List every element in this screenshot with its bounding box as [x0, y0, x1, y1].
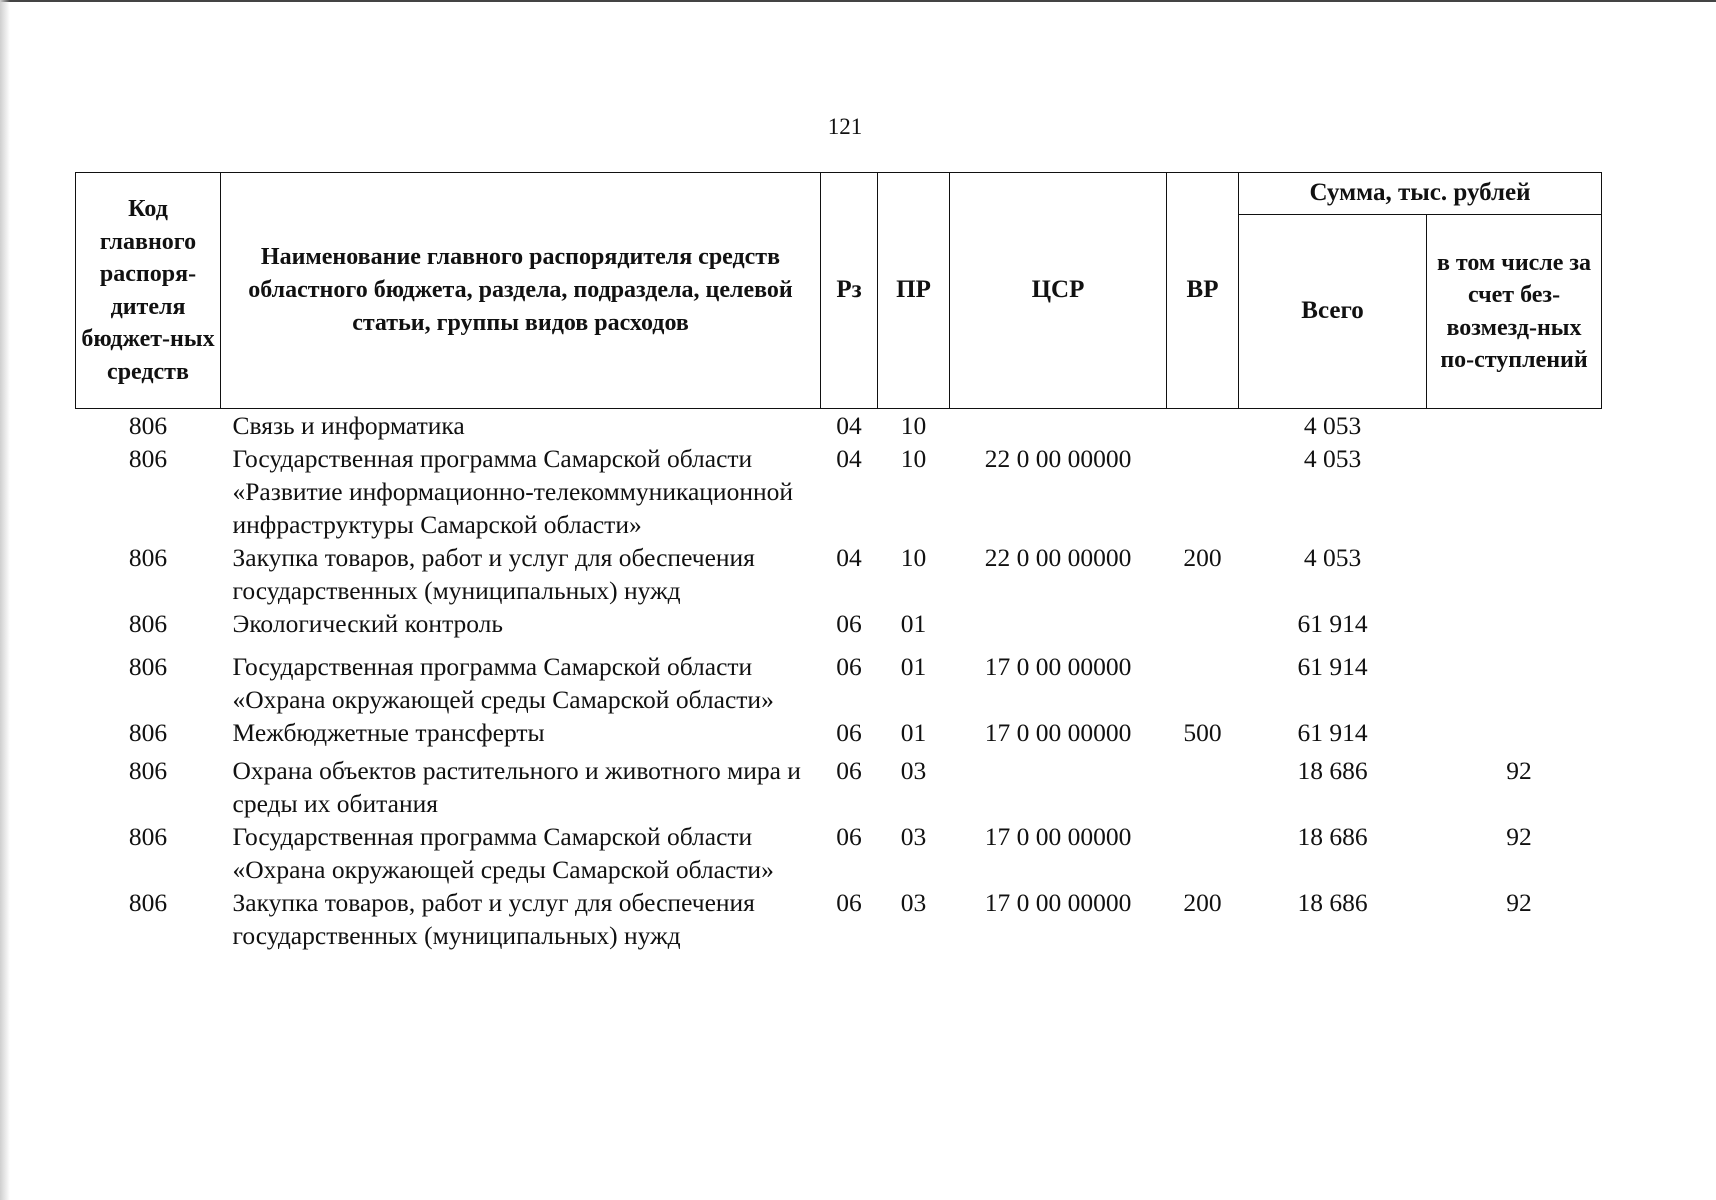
cell-name: Закупка товаров, работ и услуг для обеспечения государственных (муниципальных) нужд: [232, 888, 755, 950]
cell-code: 806: [128, 609, 168, 638]
table-header: [76, 173, 1602, 409]
cell-rz: 06: [836, 756, 862, 785]
cell-vr: 200: [1183, 888, 1222, 917]
cell-vr: [1167, 409, 1239, 443]
cell-including: 92: [1506, 756, 1532, 785]
cell-total: 61 914: [1297, 609, 1368, 638]
cell-csr: [950, 607, 1167, 640]
cell-name: Охрана объектов растительного и животного мира и среды их обитания: [232, 756, 801, 818]
cell-total: 61 914: [1297, 718, 1368, 747]
cell-including: 92: [1506, 888, 1532, 917]
cell-total: 18 686: [1297, 756, 1368, 785]
cell-code: 806: [128, 411, 168, 440]
cell-rz: 06: [836, 822, 862, 851]
table-row: [76, 820, 1602, 886]
cell-rz: 04: [836, 543, 862, 572]
cell-csr: 17 0 00 00000: [984, 888, 1132, 917]
cell-vr: [1167, 749, 1239, 820]
table-row: [76, 409, 1602, 443]
cell-pr: 01: [900, 718, 927, 747]
cell-rz: 06: [836, 609, 862, 638]
cell-csr: 22 0 00 00000: [984, 444, 1132, 473]
cell-rz: 06: [836, 888, 862, 917]
header-pr: ПР: [878, 173, 950, 409]
cell-rz: 04: [836, 444, 862, 473]
cell-code: 806: [128, 718, 168, 747]
cell-code: 806: [128, 822, 168, 851]
cell-including: [1427, 541, 1602, 607]
header-including: в том числе за счет без-возмезд-ных по-ступлений: [1427, 215, 1602, 409]
cell-total: 61 914: [1297, 652, 1368, 681]
cell-name: Связь и информатика: [232, 411, 465, 440]
table-row: [76, 607, 1602, 640]
cell-code: 806: [128, 543, 168, 572]
header-name: Наименование главного распорядителя средств областного бюджета, раздела, подраздела, целевой статьи, группы видов расходов: [221, 173, 821, 409]
cell-pr: 01: [900, 652, 927, 681]
header-csr: ЦСР: [950, 173, 1167, 409]
cell-rz: 04: [836, 411, 862, 440]
cell-total: 18 686: [1297, 822, 1368, 851]
cell-total: 18 686: [1297, 888, 1368, 917]
cell-vr: [1167, 442, 1239, 541]
cell-name: Закупка товаров, работ и услуг для обеспечения государственных (муниципальных) нужд: [232, 543, 755, 605]
cell-pr: 03: [900, 888, 927, 917]
cell-code: 806: [128, 888, 168, 917]
page-number: 121: [827, 114, 863, 139]
cell-pr: 10: [900, 543, 927, 572]
header-total: Всего: [1239, 215, 1427, 409]
cell-name: Экологический контроль: [232, 609, 504, 638]
cell-vr: [1167, 820, 1239, 886]
cell-pr: 03: [900, 756, 927, 785]
cell-name: Государственная программа Самарской области «Охрана окружающей среды Самарской области»: [232, 652, 774, 714]
cell-including: 92: [1506, 822, 1532, 851]
table-row: [76, 640, 1602, 716]
cell-including: [1427, 640, 1602, 716]
cell-including: [1427, 716, 1602, 749]
cell-including: [1427, 409, 1602, 443]
cell-code: 806: [128, 444, 168, 473]
table-row: [76, 886, 1602, 952]
table-row: [76, 442, 1602, 541]
cell-name: Государственная программа Самарской области «Охрана окружающей среды Самарской области»: [232, 822, 774, 884]
cell-code: 806: [128, 652, 168, 681]
table-row: [76, 716, 1602, 749]
cell-csr: 17 0 00 00000: [984, 652, 1132, 681]
cell-rz: 06: [836, 718, 862, 747]
cell-pr: 01: [900, 609, 927, 638]
cell-name: Государственная программа Самарской области «Развитие информационно-телекоммуникационной инфраструктуры Самарской области»: [232, 444, 794, 539]
cell-csr: [950, 749, 1167, 820]
cell-pr: 10: [900, 411, 927, 440]
header-rz: Рз: [821, 173, 878, 409]
scan-edge-shadow: [0, 0, 10, 1200]
cell-vr: [1167, 607, 1239, 640]
cell-including: [1427, 607, 1602, 640]
cell-name: Межбюджетные трансферты: [232, 718, 545, 747]
cell-total: 4 053: [1303, 444, 1362, 473]
top-edge-line: [0, 0, 1716, 2]
cell-vr: [1167, 640, 1239, 716]
cell-code: 806: [128, 756, 168, 785]
budget-table: [75, 172, 1602, 952]
cell-csr: 17 0 00 00000: [984, 718, 1132, 747]
table-row: [76, 541, 1602, 607]
header-vr: ВР: [1167, 173, 1239, 409]
cell-vr: 200: [1183, 543, 1222, 572]
cell-rz: 06: [836, 652, 862, 681]
cell-including: [1427, 442, 1602, 541]
header-code: Код главного распоря-дителя бюджет-ных средств: [76, 173, 221, 409]
cell-total: 4 053: [1303, 411, 1362, 440]
cell-csr: 22 0 00 00000: [984, 543, 1132, 572]
table-row: [76, 749, 1602, 820]
table-body: [76, 409, 1602, 953]
cell-csr: 17 0 00 00000: [984, 822, 1132, 851]
cell-vr: 500: [1183, 718, 1222, 747]
header-sum: Сумма, тыс. рублей: [1239, 173, 1602, 215]
cell-pr: 10: [900, 444, 927, 473]
cell-total: 4 053: [1303, 543, 1362, 572]
cell-pr: 03: [900, 822, 927, 851]
cell-csr: [950, 409, 1167, 443]
